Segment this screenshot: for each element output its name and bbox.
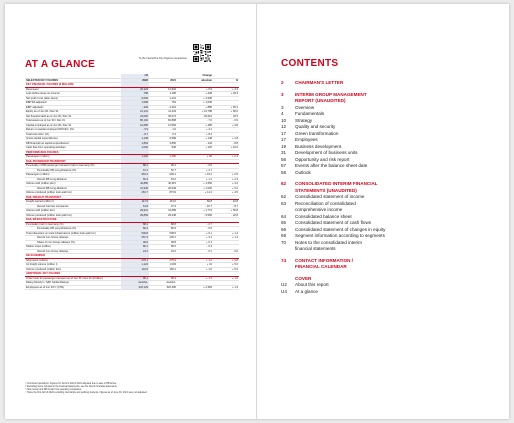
- cell-value: 80.1: [121, 245, 149, 250]
- toc-entry-label: COVER: [295, 275, 312, 281]
- row-label: Loss before taxes on income¹: [25, 92, 121, 97]
- toc-entry-label: Strategy: [295, 117, 313, 123]
- row-label: Train kilometers on track infrastructure (million train-path km): [25, 231, 121, 236]
- toc-entry-label: Consolidated statement of changes in equity: [295, 226, 386, 232]
- cell-value: + 1.6: [177, 267, 213, 272]
- cell-value: 1,131: [149, 96, 177, 101]
- cell-value: 1,124: [121, 263, 149, 268]
- cell-value: 37.3: [149, 204, 177, 209]
- row-label: EBITDA adjusted¹⁾: [25, 101, 121, 106]
- toc-entry[interactable]: [281, 170, 481, 177]
- row-label: Punctuality DB Long-Distance (%): [25, 227, 121, 232]
- toc-entry-label: CONSOLIDATED INTERIM FINANCIAL: [295, 181, 378, 186]
- toc-page-number: 17: [281, 137, 287, 142]
- cell-value: 88.1: [121, 222, 149, 227]
- row-label: DB SCHENKER: [25, 254, 121, 259]
- cell-value: 2022: [121, 78, 149, 83]
- toc-page-number: 10: [281, 117, 287, 123]
- row-label: Capital employed as of Jun 30 / Dec 31: [25, 123, 121, 128]
- row-label: PERFORMANCE FIGURES: [25, 150, 121, 155]
- cell-value: 80,194: [121, 119, 149, 124]
- cell-value: 66.3: [121, 177, 149, 182]
- row-label: Punctuality (rail) in Germany (%): [25, 222, 121, 227]
- cell-value: + 4.1: [177, 128, 213, 133]
- cell-value: - 60.8: [177, 200, 213, 205]
- toc-page-number: 31: [281, 150, 287, 155]
- cell-value: + 3.1: [177, 236, 213, 241]
- cell-value: 326,496: [149, 285, 177, 290]
- toc-entry-label: Development of business units: [295, 150, 358, 155]
- cell-value: 67.4: [121, 168, 149, 173]
- cell-value: - 0.7: [177, 222, 213, 227]
- toc-page-number: 19: [281, 143, 287, 149]
- row-label: RAIL PASSENGER TRANSPORT: [25, 159, 121, 164]
- toc-entry-label: Events after the balance sheet date: [295, 163, 368, 168]
- cell-value: - 1,215: [149, 105, 177, 110]
- toc-page-number: 65: [281, 220, 287, 225]
- toc-entry-label: Outlook: [295, 169, 311, 175]
- toc-page-number: 74: [281, 257, 287, 263]
- cell-value: 20,949: [149, 186, 177, 191]
- toc-entry-label: REPORT (UNAUDITED): [295, 98, 346, 103]
- at-a-glance-page: [5, 4, 257, 419]
- toc-page-number: 57: [281, 163, 287, 168]
- cell-value: 48.8: [149, 240, 177, 245]
- table-row: [25, 285, 239, 290]
- cell-value: 95.1: [121, 276, 149, 281]
- footnotes: [25, 383, 239, 395]
- cell-value: + 2.3: [213, 155, 239, 160]
- cell-value: + 2.6: [213, 173, 239, 178]
- cell-value: + 2.3: [213, 177, 239, 182]
- cell-value: 48.9: [121, 240, 149, 245]
- row-label: Net profit / loss (after taxes): [25, 96, 121, 101]
- cell-value: - 0.3: [149, 132, 177, 137]
- cell-value: - 22.8: [213, 213, 239, 218]
- cell-value: 281.7: [121, 191, 149, 196]
- toc-entry[interactable]: [281, 289, 481, 296]
- cell-value: + 60.0: [213, 110, 239, 115]
- cell-value: 873.9: [149, 191, 177, 196]
- cell-value: 80.6: [149, 245, 177, 250]
- cell-value: %: [213, 78, 239, 83]
- toc-page-number: 12: [281, 124, 287, 129]
- toc-entry-label: CHAIRMAN'S LETTER: [295, 80, 344, 85]
- cell-value: + 3.2: [213, 182, 239, 187]
- cell-value: 21,949: [121, 186, 149, 191]
- cell-value: + 5.2: [213, 186, 239, 191]
- cell-value: + 16.2: [177, 173, 213, 178]
- row-label: thereof non-Group railways: [25, 249, 121, 254]
- cell-value: Change: [177, 74, 213, 78]
- cell-value: - 7.0: [177, 119, 213, 124]
- toc-entry-label: INTERIM GROUP MANAGEMENT: [295, 91, 367, 97]
- toc-entry-label: STATEMENTS (UNAUDITED): [295, 187, 357, 193]
- cell-value: - 0.5: [177, 227, 213, 232]
- cell-value: 80.9: [149, 227, 177, 232]
- cell-value: 235.1: [149, 236, 177, 241]
- contents-page: [257, 4, 509, 419]
- cell-value: + 2,383: [177, 285, 213, 290]
- cell-value: + 1.2: [177, 258, 213, 263]
- cell-value: + 1,556: [177, 182, 213, 187]
- toc-entry-label: Quality and security: [295, 124, 336, 129]
- row-label: Total cost ratio¹⁾ (%): [25, 132, 121, 137]
- cell-value: + 1,774: [177, 209, 213, 214]
- row-label: EBIT adjusted¹⁾: [25, 105, 121, 110]
- cell-value: 12,584: [149, 123, 177, 128]
- toc-page-number: 17: [281, 130, 287, 136]
- toc-page-number: 62: [281, 194, 287, 199]
- cell-value: 62.7: [149, 168, 177, 173]
- cell-value: 1,160: [149, 155, 177, 160]
- cell-value: 21,131: [121, 110, 149, 115]
- cell-value: + 1.4: [213, 231, 239, 236]
- cell-value: 276.1: [121, 258, 149, 263]
- cell-value: 81,898: [149, 119, 177, 124]
- row-label: Shipments (million): [25, 258, 121, 263]
- cell-value: 88.1: [121, 164, 149, 169]
- toc-page-number: 70: [281, 239, 287, 245]
- cell-value: + 6.9: [177, 87, 213, 92]
- cell-value: - 10.8: [213, 200, 239, 205]
- cell-value: 1,598: [121, 101, 149, 106]
- row-label: Gross capital expenditures¹⁾: [25, 137, 121, 142]
- cell-value: + 1,005: [177, 101, 213, 106]
- cell-value: 117.9: [121, 200, 149, 205]
- cell-value: 64.2: [149, 177, 177, 182]
- cell-value: 1,000: [121, 146, 149, 151]
- footnote: ²⁾ Excluding items included in the financial statements; see the interim financial statements.: [25, 386, 118, 389]
- cell-value: 24.3: [121, 249, 149, 254]
- toc-entry-label: comprehensive income: [295, 207, 343, 212]
- cell-value: Aa1/AA-: [121, 281, 149, 286]
- cell-value: - 0.1: [177, 249, 213, 254]
- cell-value: - 8.7: [213, 204, 239, 209]
- toc-entry-label: Opportunity and risk report: [295, 156, 350, 162]
- toc-page-number: U2: [281, 282, 287, 287]
- cell-value: 191.5: [121, 267, 149, 272]
- row-label: Return on capital employed (ROCE)¹⁾ (%): [25, 128, 121, 133]
- cell-value: 1,220: [121, 155, 149, 160]
- qr-code-icon[interactable]: [193, 44, 211, 62]
- row-label: ADDITIONAL KEY FIGURES: [25, 272, 121, 277]
- cell-value: + 1.8: [213, 137, 239, 142]
- row-label: Station stops (million): [25, 245, 121, 250]
- row-label: Punctuality of DB passenger transport (rail) in Germany (%): [25, 164, 121, 169]
- cell-value: + 8.4: [177, 132, 213, 137]
- cell-value: + 56.8: [213, 209, 239, 214]
- row-label: Total assets as of Jun 30 / Dec 31: [25, 119, 121, 124]
- cell-value: 548.5: [149, 231, 177, 236]
- row-label: thereof DB Long-Distance: [25, 177, 121, 182]
- row-label: RAIL FREIGHT TRANSPORT: [25, 195, 121, 200]
- toc-entry[interactable]: [281, 264, 481, 271]
- row-label: Punctuality DB Long-Distance (%): [25, 168, 121, 173]
- cell-value: + 4,938: [177, 96, 213, 101]
- cell-value: - 8.8: [213, 141, 239, 146]
- toc-page-number: U4: [281, 288, 287, 294]
- cell-value: + 10.6: [213, 146, 239, 151]
- cell-value: + 1.1: [177, 177, 213, 182]
- row-label: Passengers (million): [25, 173, 121, 178]
- cell-value: - 5.9: [121, 128, 149, 133]
- cell-value: - 32.5: [213, 114, 239, 119]
- row-label: thereof non-Group railways: [25, 236, 121, 241]
- toc-entry-label: About this report: [295, 282, 329, 287]
- toc-entry-label: Consolidated statement of income: [295, 194, 365, 199]
- row-label: Volume sold (million tkm): [25, 209, 121, 214]
- contents-title: CONTENTS: [281, 58, 339, 69]
- cell-value: - 8.7: [121, 132, 149, 137]
- cell-value: 11,333: [149, 110, 177, 115]
- cell-value: - 0.9: [213, 119, 239, 124]
- cell-value: + 31: [177, 263, 213, 268]
- qr-caption: To the Interactive Key Figures comparison: [138, 57, 187, 60]
- table-of-contents: [281, 80, 481, 295]
- cell-value: + 480: [177, 123, 213, 128]
- toc-page-number: 56: [281, 156, 287, 162]
- cell-value: + 3.3: [213, 87, 239, 92]
- cell-value: - 339: [121, 105, 149, 110]
- row-label: Cash flow from operating activities: [25, 146, 121, 151]
- footnote: ³⁾ Now Group and DB Group from operating companies.: [25, 389, 82, 392]
- cell-value: 22,123: [121, 87, 149, 92]
- cell-value: 1,093: [149, 263, 177, 268]
- row-label: Revenues¹⁾: [25, 87, 121, 92]
- row-label: Passengers (million): [25, 155, 121, 160]
- cell-value: + 10,798: [177, 110, 213, 115]
- cell-value: 23,060: [121, 114, 149, 119]
- cell-value: + 1,000: [177, 186, 213, 191]
- row-label: Rating Moody's / S&P Global Ratings: [25, 281, 121, 286]
- row-label: Freight carried (million t): [25, 200, 121, 205]
- cell-value: - 30,619: [177, 114, 213, 119]
- row-label: Volume sold (million pkm): [25, 182, 121, 187]
- cell-value: - 1.0: [149, 128, 177, 133]
- cell-value: 88.8: [149, 222, 177, 227]
- toc-entry[interactable]: [281, 80, 481, 87]
- toc-entry-label: Employees: [295, 137, 318, 142]
- cell-value: 31,689: [149, 209, 177, 214]
- cell-value: 1,863: [121, 141, 149, 146]
- cell-value: + 1.4: [213, 236, 239, 241]
- cell-value: + 33.3: [213, 92, 239, 97]
- cell-value: 939.1: [149, 173, 177, 178]
- cell-value: 90.1: [149, 164, 177, 169]
- cell-value: 1,185: [149, 92, 177, 97]
- cell-value: + 0.8: [213, 258, 239, 263]
- cell-value: + 0.1: [177, 240, 213, 245]
- cell-value: + 5.6: [213, 263, 239, 268]
- cell-value: 332,129: [121, 285, 149, 290]
- cell-value: Aa1/AA-: [149, 281, 177, 286]
- toc-entry[interactable]: [281, 246, 481, 253]
- cell-value: - 144: [177, 141, 213, 146]
- row-label: Share of non-Group railways (%): [25, 240, 121, 245]
- cell-value: 509.8: [121, 231, 149, 236]
- toc-entry-label: Segment information according to segments: [295, 233, 385, 238]
- cell-value: + 428: [177, 92, 213, 97]
- toc-entry-label: Notes to the consolidated interim: [295, 239, 362, 245]
- page-title: AT A GLANCE: [25, 59, 96, 70]
- toc-entry-label: Business development: [295, 143, 342, 149]
- toc-page-number: 2: [281, 80, 284, 85]
- toc-page-number: 62: [281, 181, 287, 186]
- toc-page-number: 3: [281, 91, 284, 97]
- toc-page-number: 4: [281, 111, 284, 116]
- cell-value: 40,315: [149, 182, 177, 187]
- cell-value: 2021: [149, 78, 177, 83]
- toc-entry-label: Consolidated balance sheet: [295, 213, 352, 219]
- toc-page-number: 58: [281, 169, 287, 175]
- cell-value: + 126: [177, 146, 213, 151]
- cell-value: 29,448: [149, 213, 177, 218]
- cell-value: 166.1: [149, 267, 177, 272]
- cell-value: + 11.3: [177, 191, 213, 196]
- cell-value: + 3.8: [213, 123, 239, 128]
- cell-value: 1,138: [121, 137, 149, 142]
- cell-value: 12,904: [149, 87, 177, 92]
- toc-entry-label: CONTACT INFORMATION /: [295, 257, 354, 263]
- cell-value: + 8.3: [213, 267, 239, 272]
- cell-value: 754: [149, 101, 177, 106]
- row-label: Air freight volume (million t): [25, 263, 121, 268]
- cell-value: absolute: [177, 78, 213, 83]
- cell-value: 80.4: [121, 227, 149, 232]
- cell-value: 29,859: [121, 213, 149, 218]
- toc-entry-label: Green transformation: [295, 130, 339, 136]
- cell-value: 95.3: [149, 276, 177, 281]
- cell-value: 113.0: [149, 200, 177, 205]
- cell-value: 24.2: [149, 249, 177, 254]
- cell-value: - 5,590: [177, 213, 213, 218]
- cell-value: 6,989: [149, 137, 177, 142]
- key-figures-table: [25, 74, 239, 290]
- row-label: Volume produced (million tkm): [25, 267, 121, 272]
- row-label: Net financial debt as of Jun 30 / Dec 31: [25, 114, 121, 119]
- row-label: thereof DB Long-Distance: [25, 186, 121, 191]
- toc-page-number: 66: [281, 226, 287, 232]
- row-label: thereof German companies: [25, 204, 121, 209]
- toc-page-number: 3: [281, 104, 284, 110]
- toc-entry-label: Fundamentals: [295, 111, 325, 116]
- cell-value: + 4.7: [177, 168, 213, 173]
- cell-value: + 886: [177, 105, 213, 110]
- cell-value: H1: [121, 74, 149, 78]
- footnote: ¹⁾ Continued operations. Figures for the first half of 2021 adjusted due to sale of DB Arriva.: [25, 383, 117, 385]
- cell-value: 61.8: [121, 204, 149, 209]
- cell-value: + 148: [177, 137, 213, 142]
- cell-value: + 4.5: [213, 191, 239, 196]
- row-label: Volume produced (million train-path km): [25, 191, 121, 196]
- cell-value: + 1.3: [213, 285, 239, 290]
- cell-value: - 0.3: [177, 245, 213, 250]
- footnote: ⁴⁾ Since the first half of 2022 excluding internships and working students. Figures as of June 30, 2021 were not adjusted.: [25, 392, 148, 395]
- toc-entry-label: FINANCIAL CALENDAR: [295, 264, 347, 269]
- cell-value: 946: [149, 146, 177, 151]
- cell-value: 3,856: [149, 141, 177, 146]
- cell-value: - 10.7: [177, 204, 213, 209]
- cell-value: + 26: [177, 155, 213, 160]
- row-label: Order book for passenger transport as of Jun 30 / Dec 31 (€ billion): [25, 276, 121, 281]
- toc-page-number: 63: [281, 200, 287, 206]
- cell-value: + 1.3: [177, 276, 213, 281]
- cell-value: - 0.6: [177, 164, 213, 169]
- cell-value: 42,880: [121, 182, 149, 187]
- cell-value: 12,685: [121, 123, 149, 128]
- cell-value: 29,901: [121, 209, 149, 214]
- cell-value: 30,674: [149, 114, 177, 119]
- document-spread: [5, 4, 509, 419]
- cell-value: 257.3: [121, 236, 149, 241]
- row-label: Equity as of Jun 30 / Dec 31: [25, 110, 121, 115]
- row-label: KEY FINANCIAL FIGURES (€ MILLION): [25, 83, 121, 88]
- cell-value: + 1.6: [213, 276, 239, 281]
- cell-value: + 6.1: [177, 231, 213, 236]
- cell-value: 275.9: [149, 258, 177, 263]
- row-label: DB financial net capital expenditures¹⁾: [25, 141, 121, 146]
- toc-page-number: 69: [281, 233, 287, 238]
- toc-entry-label: At a glance: [295, 288, 318, 294]
- cell-value: - 2.0: [213, 249, 239, 254]
- toc-page-number: 64: [281, 213, 287, 219]
- toc-entry-label: financial statements: [295, 246, 336, 251]
- toc-entry-label: Reconciliation of consolidated: [295, 200, 356, 206]
- cell-value: 6,069: [121, 96, 149, 101]
- row-label: Volume produced (million train-path km): [25, 213, 121, 218]
- toc-entry-label: Consolidated statement of cash flows: [295, 220, 372, 225]
- cell-value: 758: [121, 92, 149, 97]
- toc-entry-label: Overview: [295, 104, 315, 110]
- cell-value: 963.4: [121, 173, 149, 178]
- row-label: SELECTED KEY FIGURES: [25, 78, 121, 83]
- cell-value: + 69.1: [213, 105, 239, 110]
- row-label: RAIL INFRASTRUCTURE: [25, 218, 121, 223]
- row-label: Employees as of Jun 30¹⁾²⁾ (FTE): [25, 285, 121, 290]
